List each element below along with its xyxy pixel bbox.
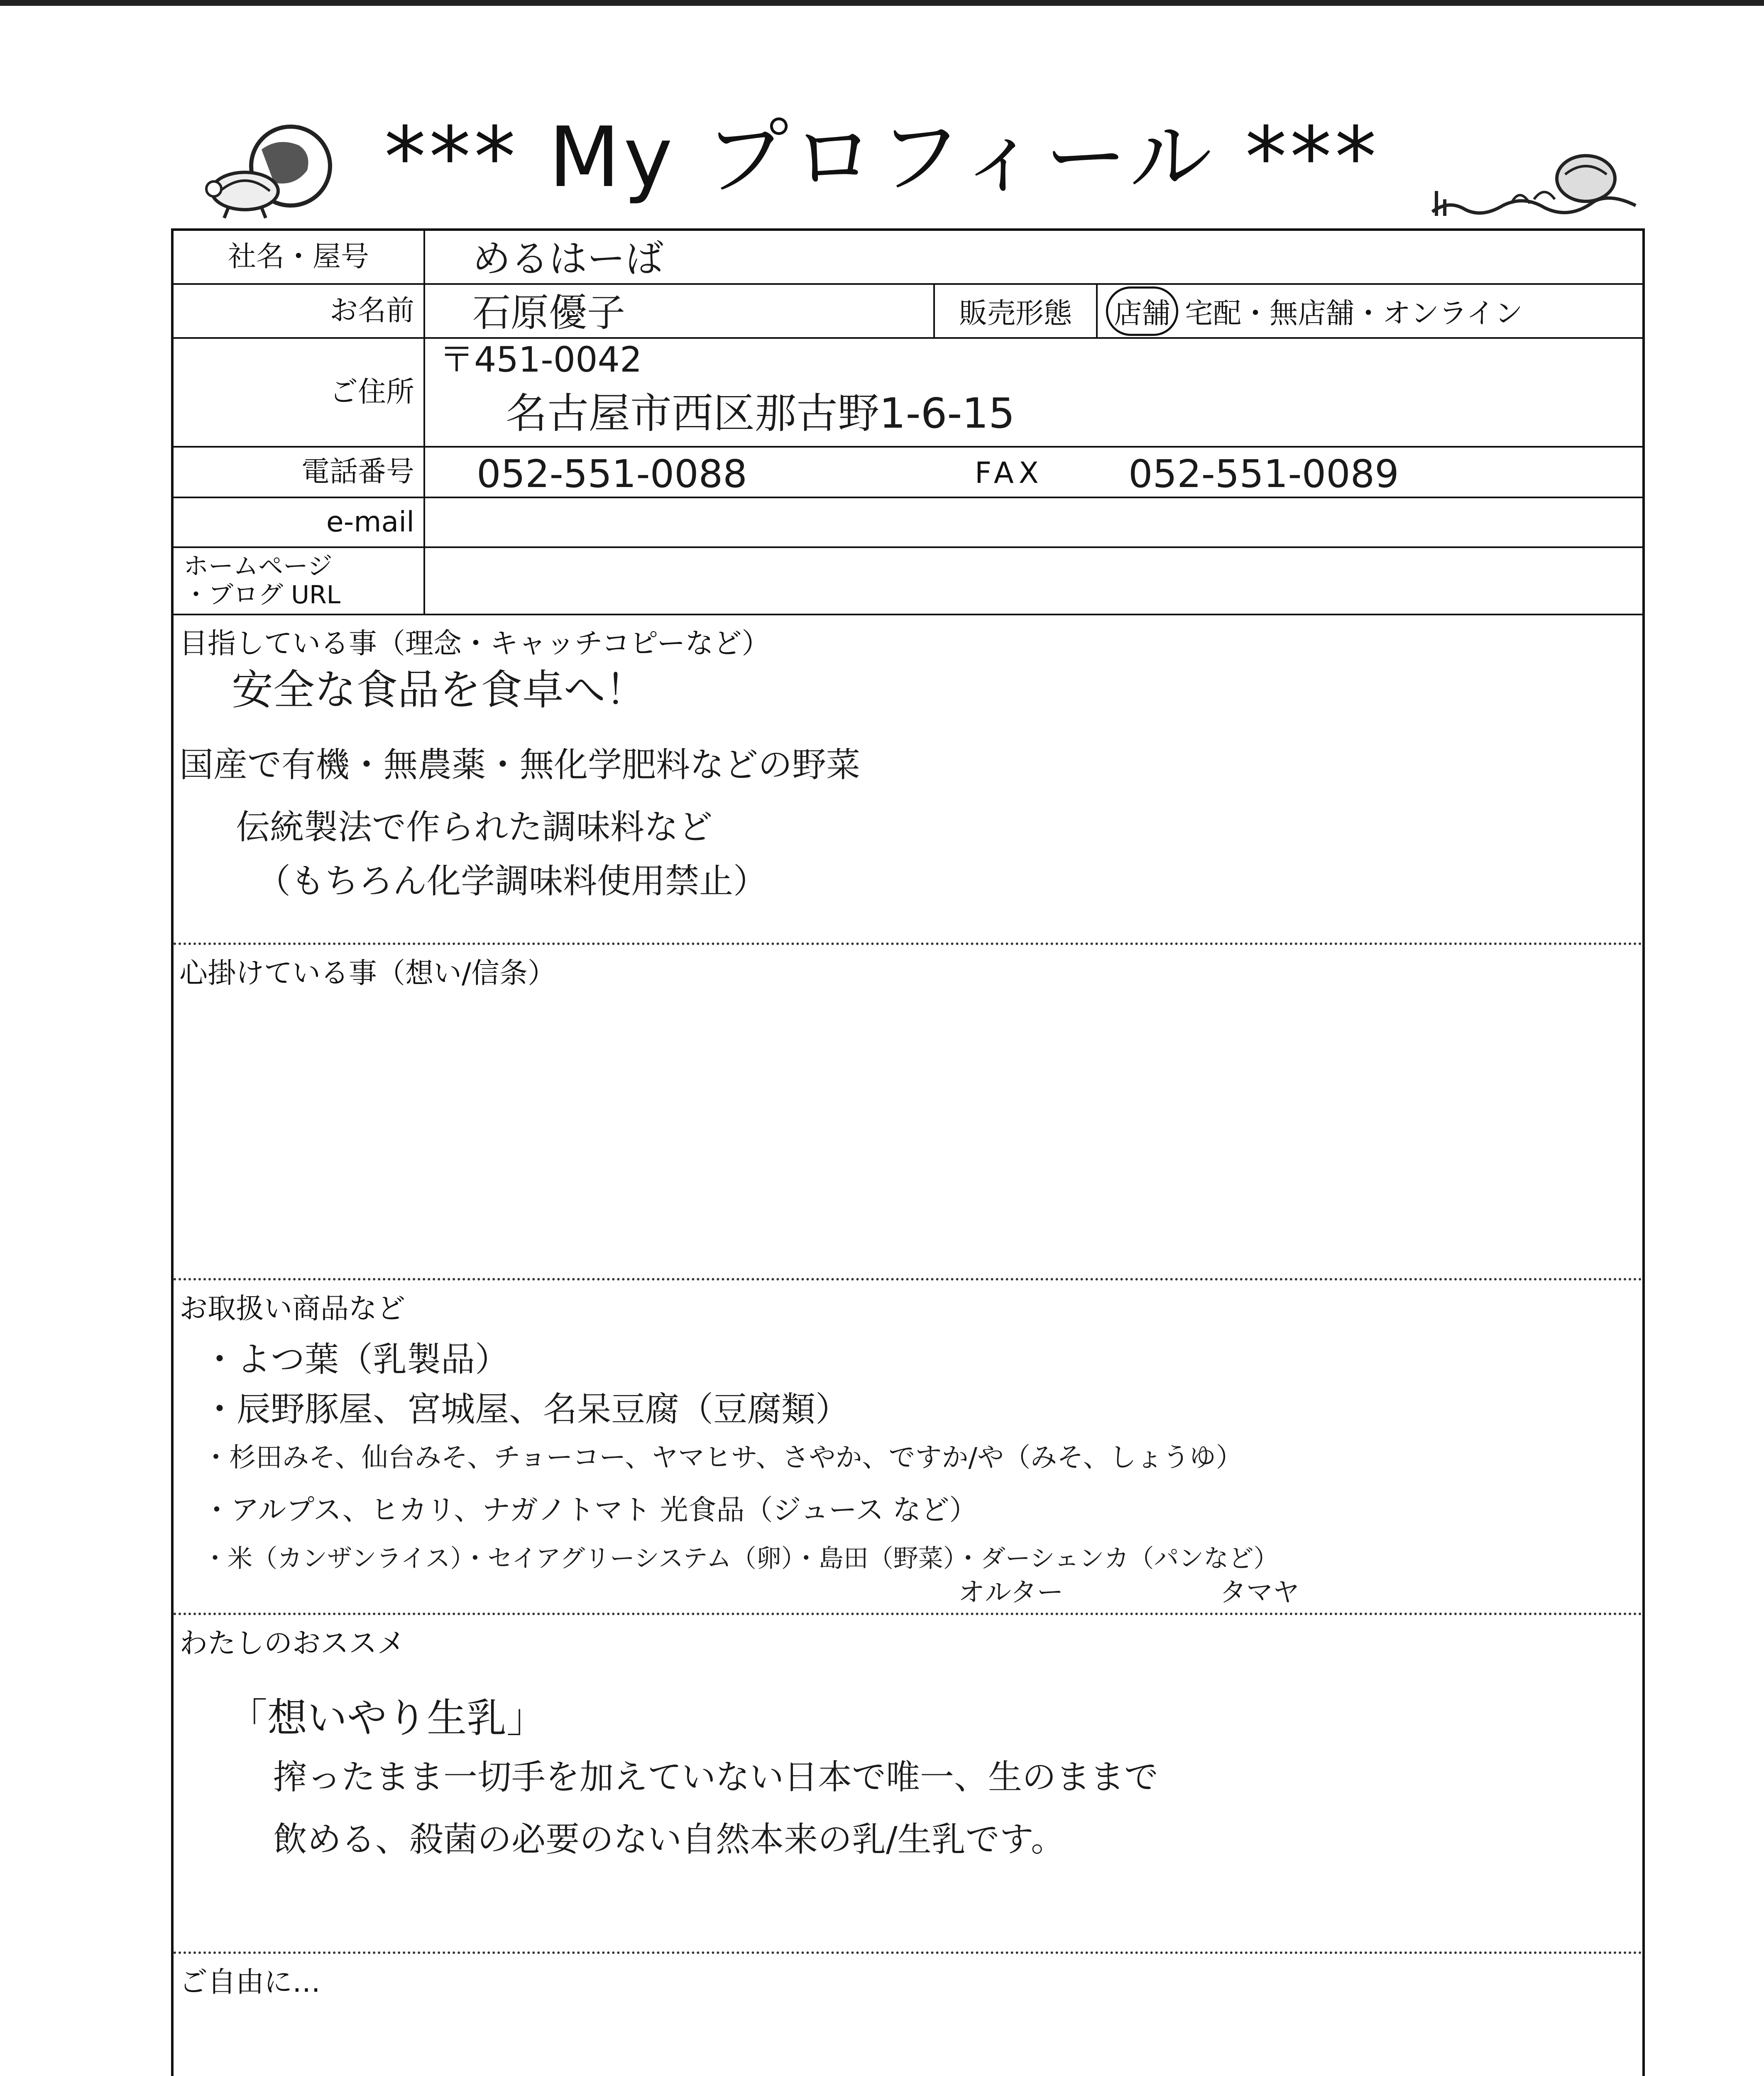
goal-section [174, 615, 1642, 945]
homepage-label-line1: ホームページ [183, 552, 333, 581]
goal-label: 目指している事（理念・キャッチコピーなど） [179, 627, 770, 660]
email-label: e-mail [174, 498, 425, 546]
company-value: めるはーば [472, 237, 664, 281]
free-section [174, 1954, 1642, 2076]
address-postal: 〒451-0042 [439, 339, 642, 380]
products-line: ・よつ葉（乳製品） [203, 1340, 509, 1379]
products-sublabel: タマヤ [1220, 1577, 1299, 1608]
sales-type-others: 宅配・無店舗・オンライン [1185, 297, 1523, 330]
products-line: ・アルプス、ヒカリ、ナガノトマト 光食品（ジュース など） [203, 1494, 978, 1527]
fax-label: FAX [975, 456, 1044, 490]
name-label: お名前 [174, 285, 425, 337]
address-line: 名古屋市西区那古野1-6-15 [506, 389, 1015, 438]
products-label: お取扱い商品など [179, 1293, 406, 1325]
goal-line: 安全な食品を食卓へ！ [232, 666, 647, 714]
phone-label: 電話番号 [174, 448, 425, 497]
address-label: ご住所 [174, 339, 425, 446]
email-row [174, 498, 1642, 548]
products-line: ・辰野豚屋、宮城屋、名呆豆腐（豆腐類） [203, 1390, 850, 1429]
phone-row [174, 448, 1642, 498]
homepage-label [174, 548, 425, 614]
recommend-line: 「想いやり生乳」 [228, 1695, 546, 1741]
recommend-label: わたしのおススメ [179, 1627, 406, 1660]
belief-label: 心掛けている事（想い/信条） [179, 957, 556, 990]
company-row [174, 231, 1642, 285]
landscape-doodle-icon [1428, 149, 1644, 220]
sales-type-label: 販売形態 [933, 285, 1098, 337]
name-value: 石原優子 [472, 291, 626, 335]
products-line: ・米（カンザンライス）・セイアグリーシステム（卵）・島田（野菜）・ダーシェンカ（パンなど） [203, 1544, 1279, 1573]
free-label: ご自由に… [179, 1966, 321, 1999]
belief-section [174, 945, 1642, 1280]
company-label: 社名・屋号 [174, 231, 425, 283]
recommend-section [174, 1615, 1642, 1954]
sales-type-selected: 店舗 [1106, 286, 1178, 336]
goal-line: 伝統製法で作られた調味料など [236, 808, 713, 847]
homepage-row [174, 548, 1642, 615]
profile-form [171, 228, 1645, 2076]
goal-line: （もちろん化学調味料使用禁止） [257, 862, 768, 901]
name-row [174, 285, 1642, 339]
products-line: ・杉田みそ、仙台みそ、チョーコー、ヤマヒサ、さやか、ですか/や（みそ、しょうゆ） [203, 1442, 1243, 1473]
recommend-line: 飲める、殺菌の必要のない自然本来の乳/生乳です。 [273, 1820, 1065, 1859]
products-sublabel: オルター [958, 1577, 1064, 1608]
fax-value: 052-551-0089 [1128, 452, 1399, 496]
page-title: *** My プロフィール *** [384, 109, 1380, 206]
address-row [174, 339, 1642, 448]
scan-top-border [0, 0, 1764, 6]
phone-value: 052-551-0088 [477, 452, 747, 496]
goal-line: 国産で有機・無農薬・無化学肥料などの野菜 [179, 745, 861, 785]
recommend-line: 搾ったまま一切手を加えていない日本で唯一、生のままで [273, 1758, 1159, 1797]
homepage-label-line2: ・ブログ URL [183, 580, 341, 610]
products-section [174, 1280, 1642, 1615]
sales-type-options [1106, 285, 1523, 337]
